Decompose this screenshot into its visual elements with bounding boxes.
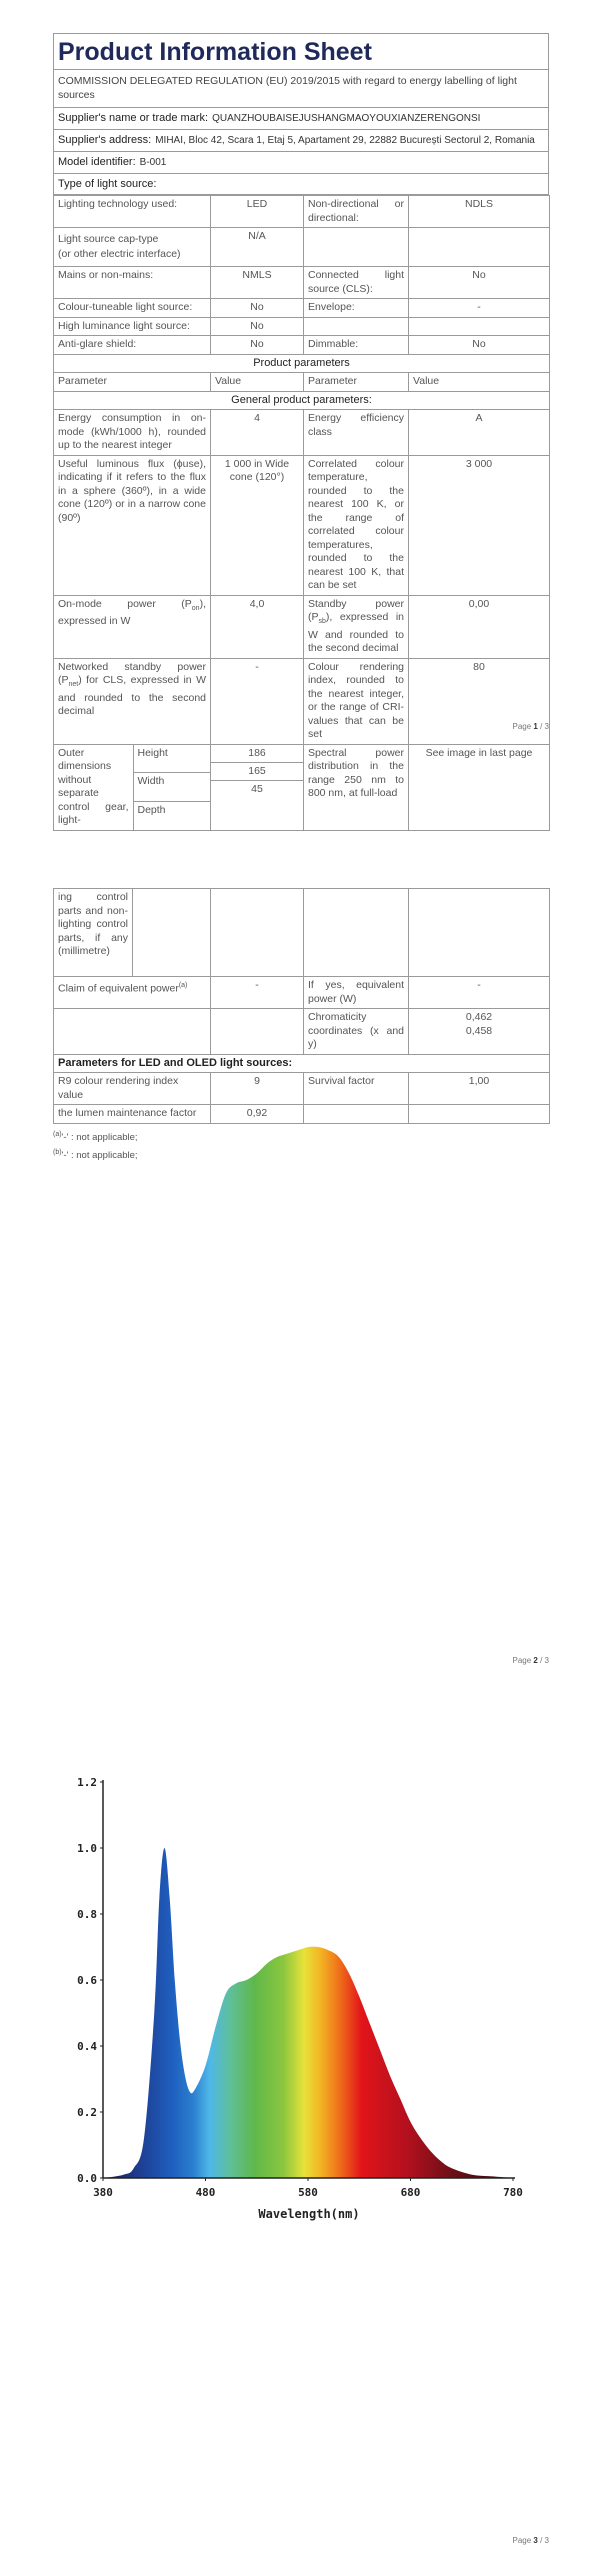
y-tick-label: 1.0	[77, 1842, 97, 1855]
energy-class-label: Energy efficiency class	[304, 410, 409, 456]
supplier-address-label: Supplier's address:	[58, 134, 152, 146]
colour-rendering-label: Colour rendering index, rounded to the nearest integer, or the range of CRI-values that can be set	[304, 658, 409, 744]
product-information-sheet-continued	[53, 888, 549, 1162]
height-label: Height	[133, 745, 211, 773]
parameters-table	[53, 195, 550, 831]
depth-value: 45	[251, 782, 263, 795]
table-row	[54, 267, 550, 299]
table-row	[54, 336, 550, 355]
equivalent-power-label: If yes, equivalent power (W)	[304, 977, 409, 1009]
equivalent-power-value: -	[409, 977, 550, 1009]
table-row	[54, 391, 550, 410]
empty-cell	[133, 889, 211, 977]
energy-consumption-value: 4	[211, 410, 304, 456]
table-row	[54, 658, 550, 744]
empty-cell	[409, 1105, 550, 1124]
dimensions-subtable	[54, 745, 211, 830]
table-row	[54, 1073, 550, 1105]
column-header-parameter: Parameter	[304, 373, 409, 392]
page-number	[513, 2536, 549, 2545]
page-3	[0, 1730, 603, 2560]
luminous-flux-value: 1 000 in Wide cone (120°)	[211, 455, 304, 595]
envelope-label: Envelope:	[304, 299, 409, 318]
table-row	[54, 317, 550, 336]
survival-factor-label: Survival factor	[304, 1073, 409, 1105]
on-mode-power-label	[54, 595, 211, 658]
led-parameters-heading: Parameters for LED and OLED light sources:	[54, 1054, 550, 1073]
footnote-b	[53, 1146, 549, 1162]
empty-cell	[304, 317, 409, 336]
directional-label: Non-directional or directional:	[304, 196, 409, 228]
table-row	[54, 228, 550, 267]
anti-glare-label: Anti-glare shield:	[54, 336, 211, 355]
cap-type-label-line1: Light source cap-type	[58, 233, 159, 245]
table-row	[54, 1009, 550, 1055]
networked-standby-label-a: Networked standby power (P	[58, 660, 206, 687]
chromaticity-y: 0,458	[465, 1024, 493, 1037]
depth-label: Depth	[137, 804, 166, 816]
high-luminance-value: No	[211, 317, 304, 336]
page-sep: /	[537, 2536, 545, 2545]
page-2	[0, 880, 603, 1690]
footnote-b-text: '-' : not applicable;	[61, 1149, 138, 1161]
energy-class-value: A	[409, 410, 550, 456]
footnote-ref-a: (a)	[178, 982, 188, 989]
footnote-b-mark: (b)	[53, 1148, 62, 1156]
empty-cell	[211, 889, 304, 977]
equivalent-power-claim-text: Claim of equivalent power	[58, 982, 179, 995]
spectrum-area	[103, 1848, 513, 2178]
sheet-header	[53, 33, 549, 195]
lumen-maintenance-value: 0,92	[211, 1105, 304, 1124]
standby-power-label	[304, 595, 409, 658]
table-row	[54, 455, 550, 595]
column-header-parameter: Parameter	[54, 373, 211, 392]
empty-cell	[304, 1105, 409, 1124]
general-parameters-heading: General product parameters:	[54, 391, 550, 410]
page-current: 3	[533, 2536, 538, 2545]
column-header-value: Value	[409, 373, 550, 392]
page-word: Page	[512, 1656, 534, 1665]
table-row	[54, 196, 550, 228]
y-tick-label: 0.2	[77, 2106, 97, 2119]
model-identifier-label: Model identifier:	[58, 156, 136, 168]
outer-dimensions-label: Outer dimensions without separate control gear, light-	[54, 745, 133, 830]
x-tick-label: 680	[400, 2186, 421, 2199]
empty-cell	[304, 228, 409, 267]
cap-type-label	[54, 228, 211, 267]
page-current: 2	[533, 1656, 538, 1665]
dimensions-cell	[54, 744, 211, 830]
outer-dimensions-label-continued: ing control parts and non-lighting control parts, if any (millimetre)	[54, 889, 133, 977]
on-mode-power-label-b: ), expressed in W	[58, 597, 206, 628]
footnote-a-mark: (a)	[53, 1130, 62, 1138]
cls-label: Connected light source (CLS):	[304, 267, 409, 299]
lighting-technology-value: LED	[211, 196, 304, 228]
sheet-title: Product Information Sheet	[54, 34, 548, 70]
anti-glare-value: No	[211, 336, 304, 355]
envelope-value: -	[409, 299, 550, 318]
supplier-address-value: MIHAI, Bloc 42, Scara 1, Etaj 5, Apartament 29, 22882 București Sectorul 2, Romania	[155, 135, 535, 146]
standby-power-label-a: Standby power (P	[308, 597, 404, 623]
colour-tuneable-value: No	[211, 299, 304, 318]
page-number	[513, 722, 549, 731]
equivalent-power-claim-label	[54, 977, 211, 1009]
parameters-table-continued	[53, 888, 550, 1124]
page-total: 3	[544, 1656, 549, 1665]
regulation-text: COMMISSION DELEGATED REGULATION (EU) 2019/2015 with regard to energy labelling of light sources	[54, 70, 548, 108]
table-row	[54, 354, 550, 373]
spectral-power-distribution-chart	[55, 1750, 525, 2270]
spectral-distribution-label: Spectral power distribution in the range 250 nm to 800 nm, at full-load	[304, 744, 409, 830]
width-value: 165	[211, 763, 303, 781]
supplier-name-row	[54, 108, 548, 130]
table-row	[54, 889, 550, 977]
product-information-sheet	[53, 33, 549, 831]
table-row	[54, 744, 550, 830]
r9-label: R9 colour rendering index value	[54, 1073, 211, 1105]
model-identifier-row	[54, 152, 548, 174]
table-row	[54, 1105, 550, 1124]
x-tick-label: 580	[298, 2186, 318, 2199]
mains-label: Mains or non-mains:	[54, 267, 211, 299]
page-sep: /	[537, 1656, 545, 1665]
colour-temperature-value: 3 000	[409, 455, 550, 595]
cap-type-value: N/A	[211, 228, 304, 267]
chromaticity-x: 0,462	[465, 1011, 493, 1023]
colour-rendering-value: 80	[409, 658, 550, 744]
page-total: 3	[544, 2536, 549, 2545]
empty-cell	[304, 889, 409, 977]
table-row	[54, 373, 550, 392]
on-mode-power-value: 4,0	[211, 595, 304, 658]
page-sep: /	[537, 722, 545, 731]
cls-value: No	[409, 267, 550, 299]
standby-power-value: 0,00	[409, 595, 550, 658]
supplier-name-label: Supplier's name or trade mark:	[58, 112, 209, 124]
model-identifier-value: B-001	[139, 157, 167, 168]
y-tick-label: 0.4	[77, 2040, 97, 2053]
luminous-flux-label: Useful luminous flux (ϕuse), indicating if it refers to the flux in a sphere (360º), in a wide cone (120º) or in a narrow cone (90º)	[54, 455, 211, 595]
spectral-distribution-value: See image in last page	[409, 744, 550, 830]
standby-power-label-b: ), expressed in W and rounded to the second decimal	[308, 611, 404, 655]
empty-cell	[409, 228, 550, 267]
colour-tuneable-label: Colour-tuneable light source:	[54, 299, 211, 318]
networked-standby-label	[54, 658, 211, 744]
directional-value: NDLS	[409, 196, 550, 228]
page-word: Page	[512, 722, 534, 731]
on-mode-power-label-a: On-mode power (P	[58, 597, 192, 610]
product-parameters-heading: Product parameters	[54, 354, 550, 373]
networked-standby-value: -	[211, 658, 304, 744]
dimmable-value: No	[409, 336, 550, 355]
supplier-address-row	[54, 130, 548, 152]
r9-value: 9	[211, 1073, 304, 1105]
width-label: Width	[133, 773, 211, 802]
survival-factor-value: 1,00	[409, 1073, 550, 1105]
lumen-maintenance-label: the lumen maintenance factor	[54, 1105, 211, 1124]
y-tick-label: 1.2	[77, 1776, 97, 1789]
x-tick-label: 780	[503, 2186, 523, 2199]
dimensions-values-cell	[211, 744, 304, 830]
colour-temperature-label: Correlated colour temperature, rounded to the nearest 100 K, or the range of correlated colour temperatures, rounded to the nearest 100 K, that can be set	[304, 455, 409, 595]
y-tick-label: 0.0	[77, 2172, 97, 2185]
energy-consumption-label: Energy consumption in on-mode (kWh/1000 h), rounded up to the nearest integer	[54, 410, 211, 456]
empty-cell	[409, 889, 550, 977]
type-of-light-source-label: Type of light source:	[58, 178, 157, 190]
x-tick-labels	[93, 2178, 523, 2199]
page-1	[0, 0, 603, 827]
dimmable-label: Dimmable:	[304, 336, 409, 355]
type-of-light-source-row	[54, 174, 548, 194]
table-row	[54, 299, 550, 318]
page-current: 1	[533, 722, 538, 731]
page-word: Page	[512, 2536, 534, 2545]
high-luminance-label: High luminance light source:	[54, 317, 211, 336]
table-row	[54, 410, 550, 456]
table-row	[54, 595, 550, 658]
supplier-name-value: QUANZHOUBAISEJUSHANGMAOYOUXIANZERENGONSI	[212, 113, 481, 124]
mains-value: NMLS	[211, 267, 304, 299]
empty-cell	[54, 1009, 211, 1055]
page-number	[513, 1656, 549, 1665]
equivalent-power-claim-value: -	[211, 977, 304, 1009]
y-tick-label: 0.6	[77, 1974, 97, 1987]
networked-standby-label-b: ) for CLS, expressed in W and rounded to the second decimal	[58, 674, 206, 718]
y-tick-label: 0.8	[77, 1908, 97, 1921]
standby-power-sub: sb	[318, 618, 326, 626]
x-axis-title: Wavelength(nm)	[258, 2207, 360, 2221]
y-tick-labels	[77, 1776, 103, 2185]
chromaticity-label: Chromaticity coordinates (x and y)	[304, 1009, 409, 1055]
empty-cell	[211, 1009, 304, 1055]
footnote-a-text: '-' : not applicable;	[61, 1131, 138, 1143]
x-tick-label: 380	[93, 2186, 113, 2199]
footnote-a	[53, 1128, 549, 1144]
networked-standby-sub: net	[68, 681, 79, 689]
table-row	[54, 1054, 550, 1073]
on-mode-power-sub: on	[191, 604, 200, 612]
cap-type-label-line2: (or other electric interface)	[58, 248, 181, 260]
empty-cell	[409, 317, 550, 336]
column-header-value: Value	[211, 373, 304, 392]
x-tick-label: 480	[195, 2186, 216, 2199]
lighting-technology-label: Lighting technology used:	[54, 196, 211, 228]
chromaticity-value	[409, 1009, 550, 1055]
page-total: 3	[544, 722, 549, 731]
height-value: 186	[211, 745, 303, 763]
table-row	[54, 977, 550, 1009]
